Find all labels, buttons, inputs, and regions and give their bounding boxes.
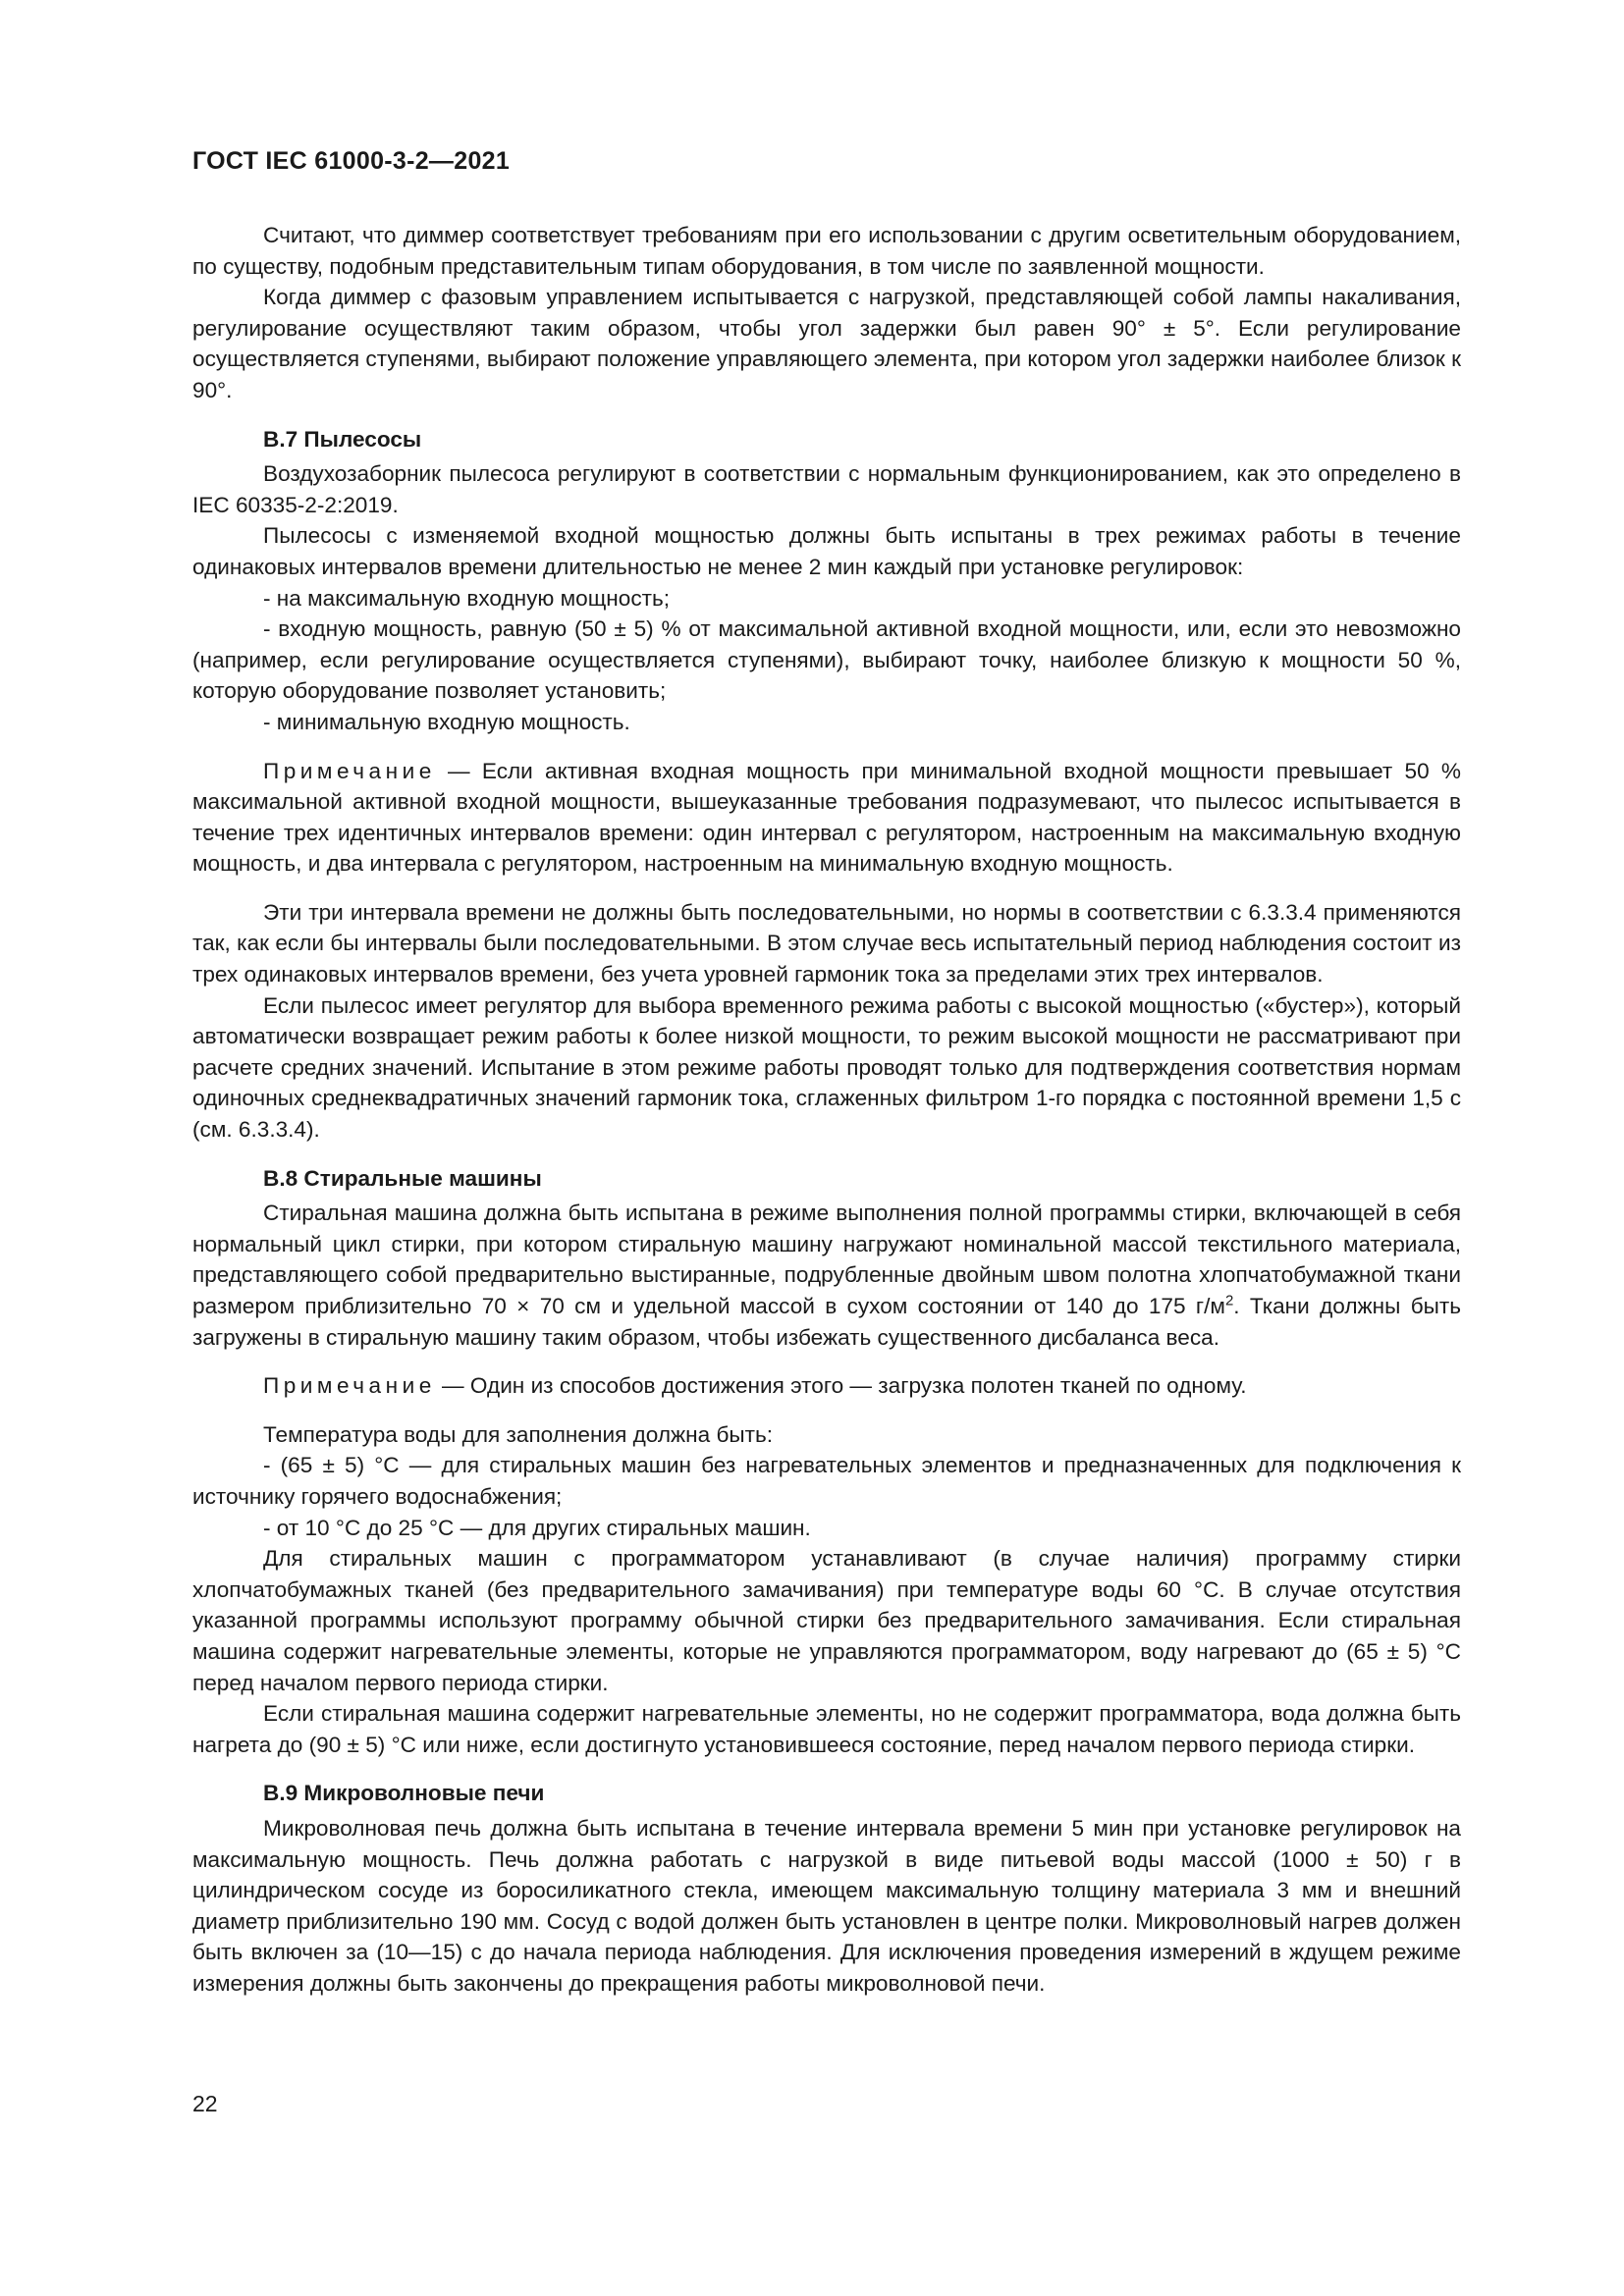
paragraph: Когда диммер с фазовым управлением испытывается с нагрузкой, представляющей собой лампы накаливания, регулирование осуществляют таким образом, чтобы угол задержки был равен 90° ± 5°. Если регулирование осуществляется ступенями, выбирают положение управляющего элемента, при котором угол задержки наиболее близок к 90°. bbox=[192, 285, 1461, 402]
superscript: 2 bbox=[1224, 1292, 1234, 1309]
document-code-header: ГОСТ IEC 61000-3-2—2021 bbox=[192, 147, 511, 175]
paragraph-text: Стиральная машина должна быть испытана в режиме выполнения полной программы стирки, включающей в себя нормальный цикл стирки, при котором стиральную машину нагружают номинальной массой текстильного материала, представляющего собой предварительно выстиранные, подрубленные двойным швом полотна хлопчатобумажной ткани размером приблизительно 70 × 70 см и удельной массой в сухом состоянии от 140 до 175 г/м bbox=[192, 1201, 1461, 1318]
note-paragraph bbox=[192, 756, 1461, 880]
list-item: - входную мощность, равную (50 ± 5) % от максимальной активной входной мощности, или, если это невозможно (например, если регулирование осуществляется ступенями), выбирают точку, наиболее близкую к мощности 50 %, которую оборудование позволяет установить; bbox=[192, 616, 1461, 704]
list-item: - минимальную входную мощность. bbox=[263, 709, 630, 734]
note-text: — Если активная входная мощность при минимальной входной мощности превышает 50 % максимальной активной входной мощности, вышеуказанные требования подразумевают, что пылесос испытывается в течение трех идентичных интервалов времени: один интервал с регулятором, настроенным на максимальную входную мощность, и два интервала с регулятором, настроенным на минимальную входную мощность. bbox=[192, 758, 1461, 877]
paragraph: Если пылесос имеет регулятор для выбора временного режима работы с высокой мощностью («бустер»), который автоматически возвращает режим работы к более низкой мощности, то режим высокой мощности не рассматривают при расчете средних значений. Испытание в этом режиме работы проводят только для подтверждения соответствия нормам одиночных среднеквадратичных значений гармоник тока, сглаженных фильтром 1-го порядка с постоянной времени 1,5 с (см. 6.3.3.4). bbox=[192, 992, 1461, 1143]
section-heading-b7: B.7 Пылесосы bbox=[263, 426, 422, 452]
list-item: - от 10 °С до 25 °С — для других стиральных машин. bbox=[263, 1515, 811, 1540]
list-item: - (65 ± 5) °С — для стиральных машин без нагревательных элементов и предназначенных для подключения к источнику горячего водоснабжения; bbox=[192, 1453, 1461, 1509]
paragraph bbox=[192, 1198, 1461, 1353]
paragraph: Микроволновая печь должна быть испытана в течение интервала времени 5 мин при установке регулировок на максимальную мощность. Печь должна работать с нагрузкой в виде питьевой воды массой (1000 ± 50) г в цилиндрическом сосуде из боросиликатного стекла, имеющем максимальную толщину материала 3 мм и внешний диаметр приблизительно 190 мм. Сосуд с водой должен быть установлен в центре полки. Микроволновый нагрев должен быть включен за (10—15) с до начала периода наблюдения. Для исключения проведения измерений в ждущем режиме измерения должны быть закончены до прекращения работы микроволновой печи. bbox=[192, 1815, 1461, 1996]
paragraph: Воздухозаборник пылесоса регулируют в соответствии с нормальным функционированием, как это определено в IEC 60335-2-2:2019. bbox=[192, 461, 1461, 517]
paragraph: Считают, что диммер соответствует требованиям при его использовании с другим осветительным оборудованием, по существу, подобным представительным типам оборудования, в том числе по заявленной мощности. bbox=[192, 223, 1461, 279]
paragraph: Температура воды для заполнения должна быть: bbox=[263, 1421, 774, 1447]
section-heading-b9: B.9 Микроволновые печи bbox=[263, 1781, 545, 1806]
paragraph: Для стиральных машин с программатором устанавливают (в случае наличия) программу стирки хлопчатобумажных тканей (без предварительного замачивания) при температуре воды 60 °С. В случае отсутствия указанной программы используют программу обычной стирки без предварительного замачивания. Если стиральная машина содержит нагревательные элементы, которые не управляются программатором, воду нагревают до (65 ± 5) °С перед началом первого периода стирки. bbox=[192, 1546, 1461, 1695]
list-item: - на максимальную входную мощность; bbox=[263, 585, 671, 611]
paragraph-text-end: . Ткани должны быть загружены в стиральную машину таким образом, чтобы избежать существенного дисбаланса веса. bbox=[192, 1294, 1461, 1350]
paragraph: Пылесосы с изменяемой входной мощностью должны быть испытаны в трех режимах работы в течение одинаковых интервалов времени длительностью не менее 2 мин каждый при установке регулировок: bbox=[192, 523, 1461, 579]
note-text: — Один из способов достижения этого — загрузка полотен тканей по одному. bbox=[435, 1373, 1247, 1399]
page-number: 22 bbox=[192, 2091, 218, 2116]
paragraph: Если стиральная машина содержит нагревательные элементы, но не содержит программатора, вода должна быть нагрета до (90 ± 5) °С или ниже, если достигнуто установившееся состояние, перед началом первого периода стирки. bbox=[192, 1701, 1461, 1757]
section-heading-b8: B.8 Стиральные машины bbox=[263, 1165, 542, 1191]
paragraph: Эти три интервала времени не должны быть последовательными, но нормы в соответствии с 6.3.3.4 применяются так, как если бы интервалы были последовательными. В этом случае весь испытательный период наблюдения состоит из трех одинаковых интервалов времени, без учета уровней гармоник тока за пределами этих трех интервалов. bbox=[192, 899, 1461, 988]
note-label: Примечание bbox=[263, 758, 436, 783]
note-label: Примечание bbox=[263, 1373, 436, 1399]
note-paragraph bbox=[192, 1370, 1461, 1402]
document-body bbox=[192, 220, 1461, 1999]
